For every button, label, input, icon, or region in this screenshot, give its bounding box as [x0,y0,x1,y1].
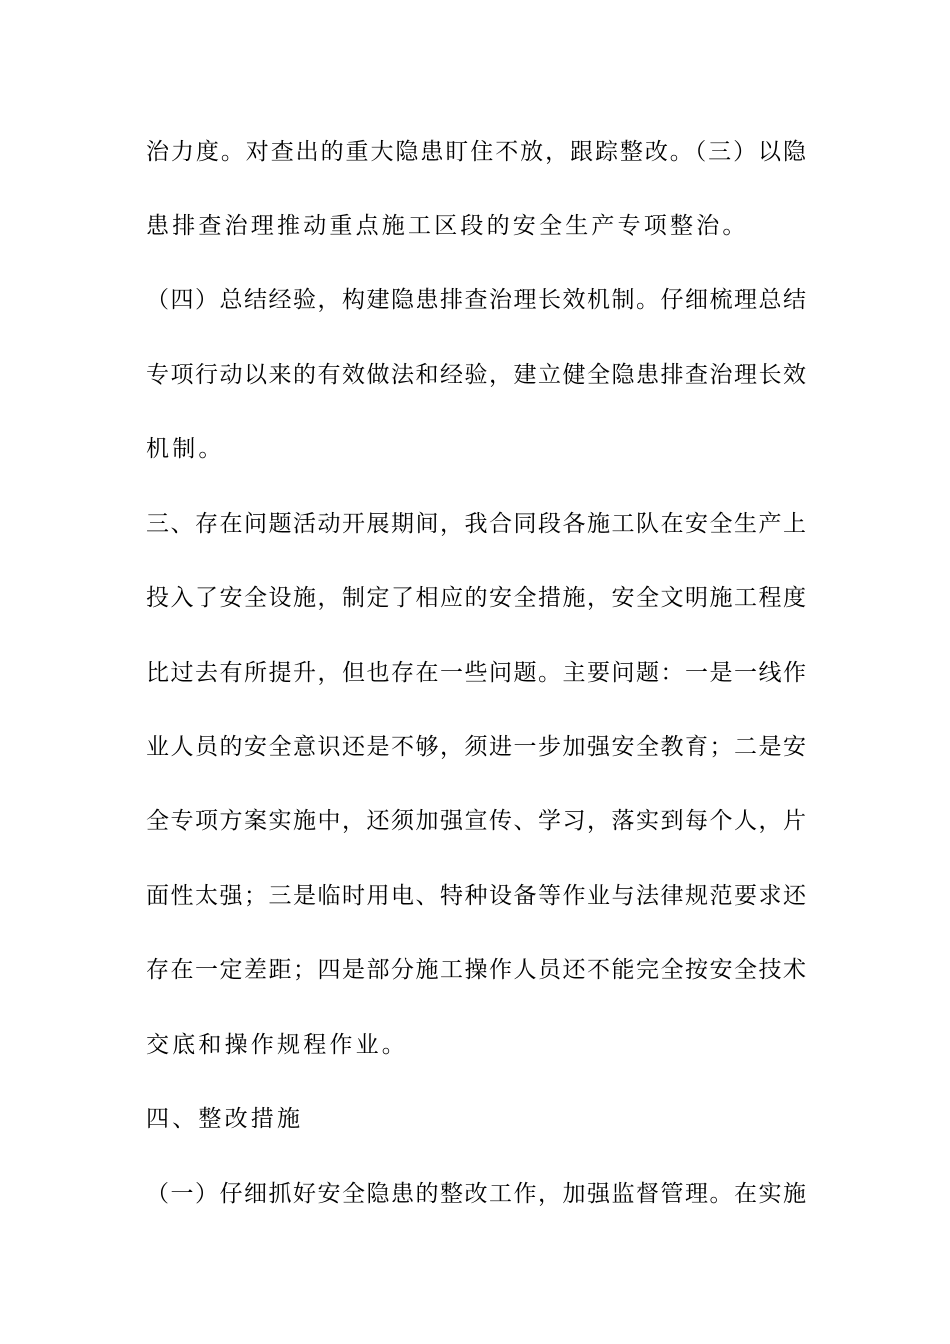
text-line-2: 患排查治理推动重点施工区段的安全生产专项整治。 [146,213,749,239]
text-line-11: 面性太强；三是临时用电、特种设备等作业与法律规范要求还 [146,883,806,909]
text-line-6: 三、存在问题活动开展期间，我合同段各施工队在安全生产上 [146,511,806,537]
section-heading-4: 四、整改措施 [146,1106,304,1132]
text-line-3: （四）总结经验，构建隐患排查治理长效机制。仔细梳理总结 [146,287,806,313]
text-line-10: 全专项方案实施中，还须加强宣传、学习，落实到每个人，片 [146,808,806,834]
text-line-1: 治力度。对查出的重大隐患盯住不放，跟踪整改。（三）以隐 [146,139,806,165]
text-line-12: 存在一定差距；四是部分施工操作人员还不能完全按安全技术 [146,957,806,983]
text-line-7: 投入了安全设施，制定了相应的安全措施，安全文明施工程度 [146,585,806,611]
text-line-15: （一）仔细抓好安全隐患的整改工作，加强监督管理。在实施 [146,1181,806,1207]
text-line-8: 比过去有所提升，但也存在一些问题。主要问题：一是一线作 [146,660,806,686]
text-line-4: 专项行动以来的有效做法和经验，建立健全隐患排查治理长效 [146,362,806,388]
text-line-5: 机制。 [146,436,225,462]
text-line-13: 交底和操作规程作业。 [146,1032,408,1058]
text-line-9: 业人员的安全意识还是不够，须进一步加强安全教育；二是安 [146,734,806,760]
